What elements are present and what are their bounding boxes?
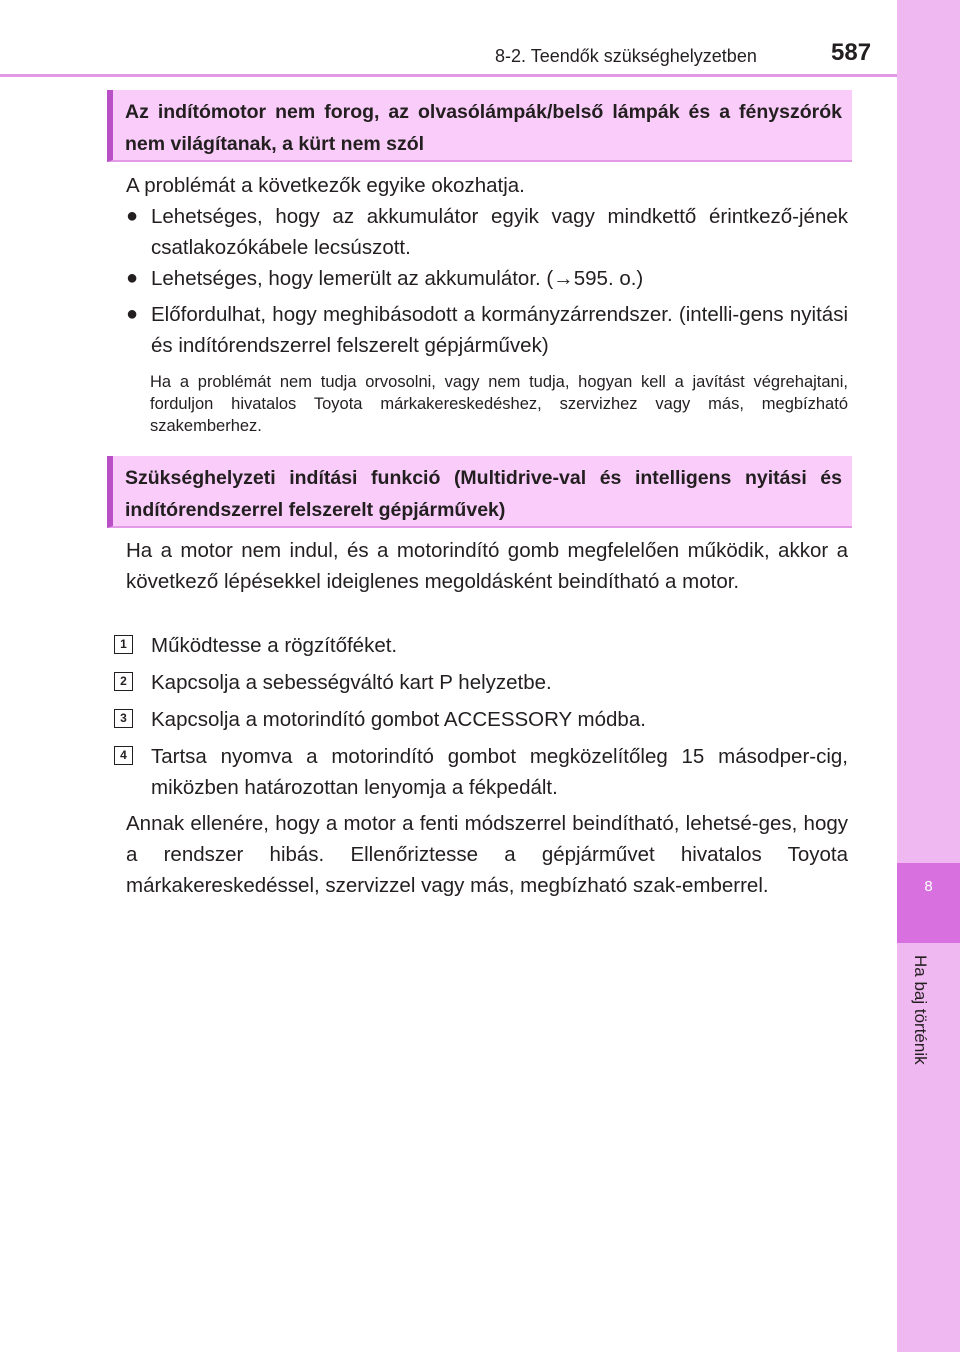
bullet-icon: ●: [126, 205, 139, 227]
step-text: Kapcsolja a sebességváltó kart P helyzetbe.: [151, 671, 552, 694]
bullet-icon: ●: [126, 303, 139, 325]
step-number-badge: 2: [114, 672, 133, 691]
section-title: 8-2. Teendők szükséghelyzetben: [495, 46, 757, 66]
list-item-text: Lehetséges, hogy az akkumulátor egyik vagy mindkettő érintkező-jének csatlakozókábele lecsúszott.: [151, 205, 848, 259]
step-number-badge: 4: [114, 746, 133, 765]
step-text: Működtesse a rögzítőféket.: [151, 634, 398, 657]
section2-closing: Annak ellenére, hogy a motor a fenti módszerrel beindítható, lehetsé-ges, hogy a rendszer hibás. Ellenőriztesse a gépjárművet hivatalos Toyota márkakereskedéssel, szervizzel vagy más, megbízható szak-emberrel.: [126, 812, 848, 897]
step-text: Kapcsolja a motorindító gombot ACCESSORY módba.: [151, 708, 646, 731]
step-number-badge: 1: [114, 635, 133, 654]
section-heading-emergency-start: Szükséghelyzeti indítási funkció (Multidrive-val és intelligens nyitási és indítórendszerrel felszerelt gépjárművek): [107, 456, 852, 528]
section-heading-starter: Az indítómotor nem forog, az olvasólámpák/belső lámpák és a fényszórók nem világítanak, a kürt nem szól: [107, 90, 852, 162]
section1-note: Ha a problémát nem tudja orvosolni, vagy nem tudja, hogyan kell a javítást végrehajtani, forduljon hivatalos Toyota márkakereskedéshez, szervizhez vagy más, megbízható szakemberhez.: [150, 373, 848, 435]
chapter-title: Ha baj történik: [911, 955, 930, 1065]
page-number: 587: [831, 39, 872, 66]
chapter-number: 8: [924, 878, 933, 895]
section1-intro: A problémát a következők egyike okozhatja.: [126, 174, 525, 197]
section2-intro: Ha a motor nem indul, és a motorindító gomb megfelelően működik, akkor a következő lépésekkel ideiglenes megoldásként beindítható a motor.: [126, 539, 848, 593]
chapter-side-tab: [897, 0, 960, 1352]
header-divider: [0, 74, 897, 77]
chapter-number-box: [897, 863, 960, 943]
list-item-text: Előfordulhat, hogy meghibásodott a kormányzárrendszer. (intelli-gens nyitási és indítórendszerrel felszerelt gépjárművek): [151, 303, 848, 357]
step-number-badge: 3: [114, 709, 133, 728]
bullet-icon: ●: [126, 267, 139, 289]
list-item-text: Lehetséges, hogy lemerült az akkumulátor. (→595. o.): [151, 267, 644, 290]
step-text: Tartsa nyomva a motorindító gombot megközelítőleg 15 másodper-cig, miközben határozottan lenyomja a fékpedált.: [151, 745, 848, 799]
